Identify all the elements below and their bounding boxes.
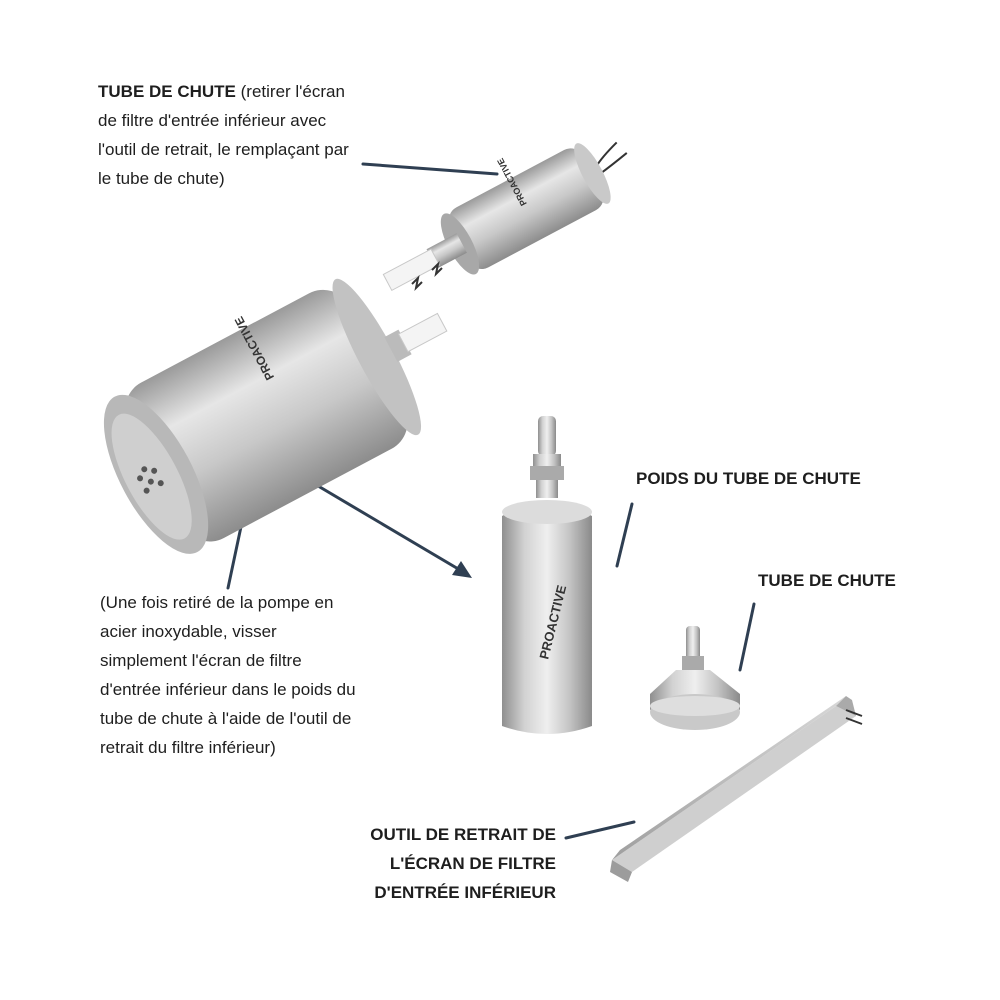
large-pump — [77, 234, 483, 569]
upper-pump-logo: PROACTIVE — [495, 156, 529, 208]
drop-tube-fitting — [650, 626, 740, 730]
label-drop-tube-right: TUBE DE CHUTE — [758, 571, 896, 590]
label-removal-tool: OUTIL DE RETRAIT DE L'ÉCRAN DE FILTRE D'ENTRÉE INFÉRIEUR — [370, 825, 556, 902]
leader-line-weight — [617, 504, 632, 566]
label-note-bottom: (Une fois retiré de la pompe en acier inoxydable, visser simplement l'écran de filtre d'entrée inférieur dans le poids du tube de chute à l'aide de l'outil de retrait du filtre inférieur) — [100, 593, 356, 757]
label-drop-tube-top — [98, 77, 360, 193]
leader-line-drop-tube-right — [740, 604, 754, 670]
label-drop-tube-top-text: (retirer l'écran de filtre d'entrée inférieur avec l'outil de retrait, le remplaçant par le tube de chute) — [98, 82, 349, 188]
removal-tool — [610, 696, 862, 882]
drop-tube-weight — [502, 416, 592, 734]
leader-line-drop-tube-top — [363, 164, 497, 174]
weight-logo: PROACTIVE — [536, 583, 570, 661]
leader-line-tool — [566, 822, 634, 838]
arrow — [308, 480, 472, 578]
label-drop-tube-top-title: TUBE DE CHUTE — [98, 82, 236, 101]
upper-pump — [361, 105, 644, 313]
label-weight: POIDS DU TUBE DE CHUTE — [636, 469, 861, 488]
large-pump-logo: PROACTIVE — [231, 314, 278, 383]
